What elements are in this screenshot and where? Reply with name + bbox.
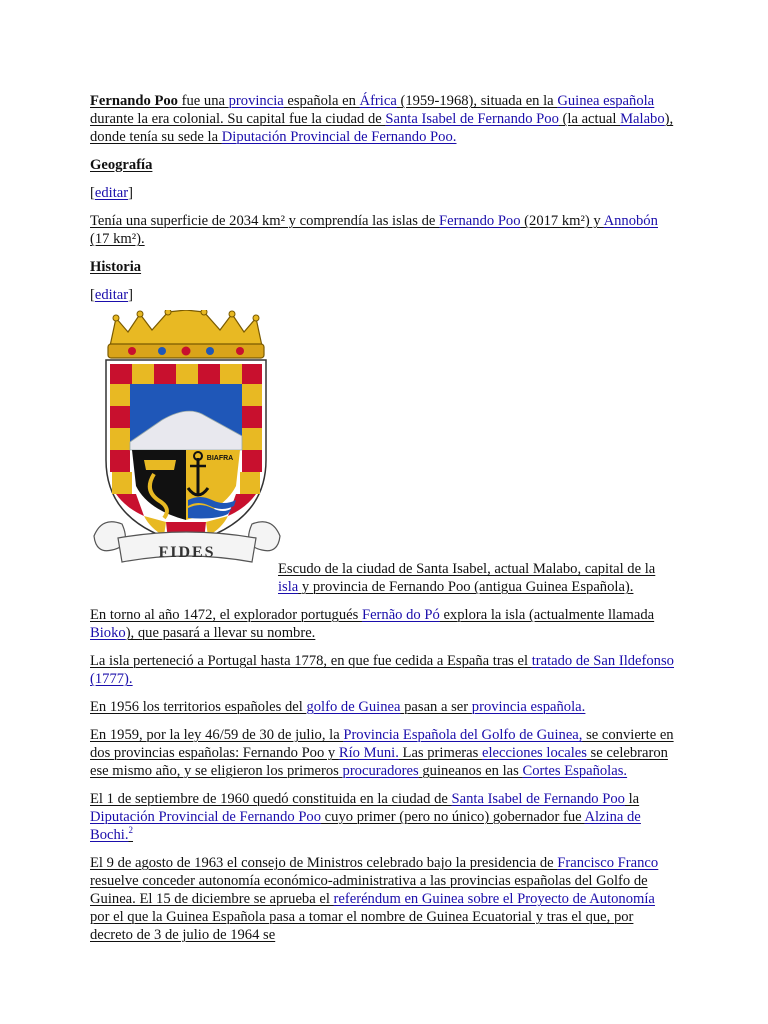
shield-motto-text: FIDES xyxy=(158,544,216,561)
link-bioko[interactable]: Bioko xyxy=(90,625,126,641)
historia-paragraph-3 xyxy=(90,698,678,716)
shield-banner-text: BIAFRA xyxy=(206,455,234,462)
historia-paragraph-4 xyxy=(90,726,678,780)
historia-paragraph-6 xyxy=(90,854,678,944)
text: En 1956 los territorios españoles del xyxy=(90,699,307,715)
text: (17 km²). xyxy=(90,231,145,247)
section-heading-geografia: Geografía xyxy=(90,157,153,173)
link-alzina-de-bochi[interactable]: Alzina de Bochi. xyxy=(90,809,641,843)
historia-paragraph-2 xyxy=(90,652,678,688)
text: pasan a ser xyxy=(400,699,472,715)
text: la xyxy=(624,791,640,807)
text: ), donde tenía su sede la xyxy=(90,111,674,145)
intro-paragraph xyxy=(90,92,678,146)
article-body xyxy=(90,92,678,954)
link-fernando-poo[interactable]: Fernando Poo xyxy=(439,213,521,229)
link-referendum-guinea[interactable]: referéndum en Guinea sobre el Proyecto de Autonomía xyxy=(333,891,655,907)
text: y provincia de Fernando Poo (antigua Guinea Española). xyxy=(298,579,634,595)
text: (la actual xyxy=(558,111,621,127)
text: Tenía una superficie de 2034 km² y comprendía las islas de xyxy=(90,213,440,229)
text: En torno al año 1472, el explorador portugués xyxy=(90,607,362,623)
text: (1959-1968), situada en la xyxy=(396,93,558,109)
link-francisco-franco[interactable]: Francisco Franco xyxy=(557,855,659,871)
edit-section-geografia xyxy=(90,184,678,202)
link-provincia[interactable]: provincia xyxy=(228,93,284,109)
text: (2017 km²) y xyxy=(520,213,604,229)
bracket: [ xyxy=(90,287,95,303)
link-diputacion[interactable]: Diputación Provincial de Fernando Poo. xyxy=(221,129,457,145)
crown-icon xyxy=(108,310,264,358)
link-malabo[interactable]: Malabo xyxy=(620,111,665,127)
link-elecciones-locales[interactable]: elecciones locales xyxy=(481,745,587,761)
geografia-paragraph xyxy=(90,212,678,248)
historia-paragraph-5 xyxy=(90,790,678,844)
text: resuelve conceder autonomía económico-administrativa a las provincias españolas del Golfo de Guinea. El 15 de diciembre se aprueba el xyxy=(90,873,648,907)
link-guinea-espanola[interactable]: Guinea española xyxy=(557,93,655,109)
link-provincia-golfo-guinea[interactable]: Provincia Española del Golfo de Guinea, xyxy=(343,727,583,743)
link-rio-muni[interactable]: Río Muni. xyxy=(338,745,399,761)
edit-link-geografia[interactable]: editar xyxy=(94,185,129,201)
link-tratado-san-ildefonso[interactable]: tratado de San Ildefonso (1777). xyxy=(90,653,674,687)
text: española en xyxy=(283,93,360,109)
text: se celebraron ese mismo año, y se eligieron los primeros xyxy=(90,745,668,779)
text: ), que pasará a llevar su nombre. xyxy=(125,625,316,641)
section-heading-historia: Historia xyxy=(90,259,142,275)
text: En 1959, por la ley 46/59 de 30 de julio, la xyxy=(90,727,344,743)
text: El 1 de septiembre de 1960 quedó constituida en la ciudad de xyxy=(90,791,452,807)
link-africa[interactable]: África xyxy=(359,93,397,109)
historia-paragraph-1 xyxy=(90,606,678,642)
link-isla[interactable]: isla xyxy=(278,579,299,595)
text: durante la era colonial. Su capital fue la ciudad de xyxy=(90,111,386,127)
link-santa-isabel[interactable]: Santa Isabel de Fernando Poo xyxy=(385,111,559,127)
link-santa-isabel-2[interactable]: Santa Isabel de Fernando Poo xyxy=(451,791,625,807)
text: por el que la Guinea Española pasa a tomar el nombre de Guinea Ecuatorial y tras el que, por decreto de 3 de julio de 1964 se xyxy=(90,909,634,943)
link-procuradores[interactable]: procuradores xyxy=(342,763,419,779)
text: fue una xyxy=(177,93,229,109)
text: cuyo primer (pero no único) gobernador fue xyxy=(321,809,585,825)
link-fernao-do-po[interactable]: Fernão do Pó xyxy=(361,607,440,623)
coat-of-arms-figure xyxy=(90,310,678,560)
article-subject: Fernando Poo xyxy=(90,93,178,109)
edit-section-historia xyxy=(90,286,678,304)
link-golfo-de-guinea[interactable]: golfo de Guinea xyxy=(306,699,401,715)
text: Escudo de la ciudad de Santa Isabel, actual Malabo, capital de la xyxy=(278,561,656,577)
coat-of-arms-image xyxy=(92,310,282,568)
caption-first-line xyxy=(90,560,678,596)
link-diputacion-2[interactable]: Diputación Provincial de Fernando Poo xyxy=(90,809,322,825)
text: guineanos en las xyxy=(418,763,523,779)
text: El 9 de agosto de 1963 el consejo de Ministros celebrado bajo la presidencia de xyxy=(90,855,558,871)
link-provincia-espanola[interactable]: provincia española. xyxy=(471,699,586,715)
link-annobon[interactable]: Annobón xyxy=(603,213,658,229)
figure-caption xyxy=(90,560,678,596)
bracket: ] xyxy=(128,287,133,303)
bracket: [ xyxy=(90,185,95,201)
edit-link-historia[interactable]: editar xyxy=(94,287,129,303)
text: explora la isla (actualmente llamada xyxy=(439,607,655,623)
text: se convierte en dos provincias españolas: Fernando Poo y xyxy=(90,727,674,761)
text: La isla perteneció a Portugal hasta 1778, en que fue cedida a España tras el xyxy=(90,653,532,669)
text: Las primeras xyxy=(398,745,482,761)
reference-marker[interactable]: 2 xyxy=(128,825,134,836)
link-cortes-espanolas[interactable]: Cortes Españolas. xyxy=(522,763,628,779)
bracket: ] xyxy=(128,185,133,201)
